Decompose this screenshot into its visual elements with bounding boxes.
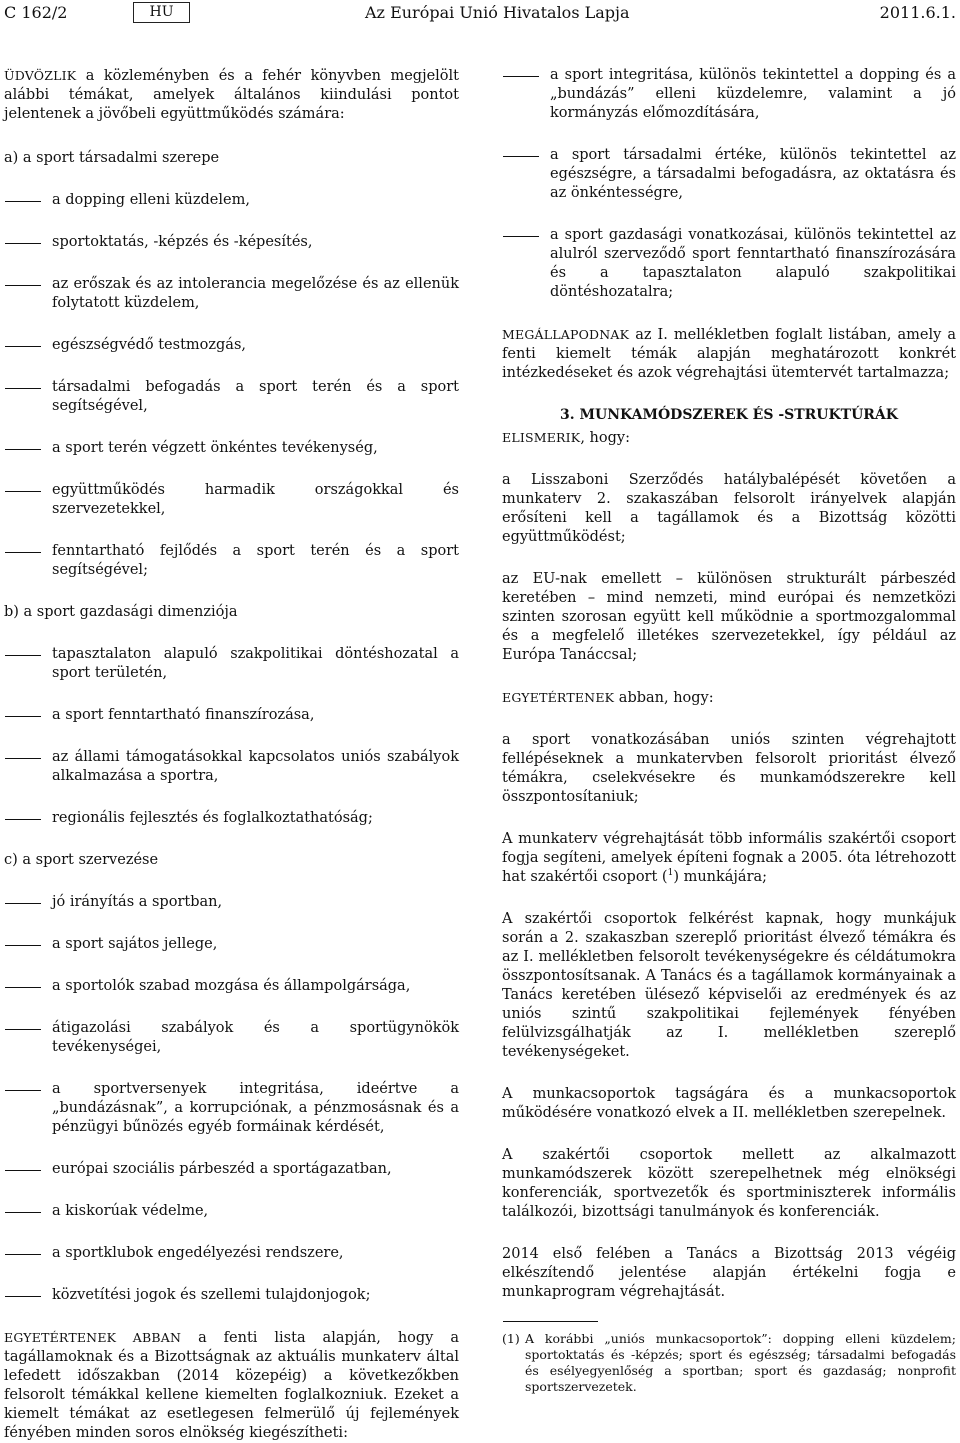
keyword: ELISMERIK — [502, 430, 581, 445]
language-code-box: HU — [133, 2, 190, 23]
paragraph: a sport vonatkozásában uniós szinten végrehajtott fellépéseknek a munkatervben felsorolt prioritást élvező témákra, cselekvésekre és munkamódszerekre kell összpontosítaniuk; — [502, 732, 956, 805]
list-item: közvetítési jogok és szellemi tulajdonjogok; — [4, 1286, 459, 1305]
intro-paragraph: ÜDVÖZLIK a közleményben és a fehér könyvben megjelölt alábbi témákat, amelyek általános kiindulási pontot jelentenek a jövőbeli együttműködés számára: — [4, 68, 459, 122]
list-item: regionális fejlesztés és foglalkoztathatóság; — [4, 809, 459, 828]
list-item: az erőszak és az intolerancia megelőzése és az ellenük folytatott küzdelem, — [4, 275, 459, 313]
list-item: a sport sajátos jellege, — [4, 935, 459, 954]
list-item: sportoktatás, -képzés és -képesítés, — [4, 233, 459, 252]
paragraph: A szakértői csoportok mellett az alkalmazott munkamódszerek között szerepelhetnek még elnökségi konferenciák, sportvezetők és sportminiszterek informális találkozói, bizottsági tanulmányok és konferenciák. — [502, 1147, 956, 1220]
section-a-title: a) a sport társadalmi szerepe — [4, 150, 220, 166]
paragraph: A munkacsoportok tagságára és a munkacsoportok működésére vonatkozó elvek a II. mellékletben szerepelnek. — [502, 1086, 956, 1121]
list-item: a sport integritása, különös tekintettel a dopping és a „bundázás” elleni küzdelemre, valamint a jó kormányzás előmozdítására, — [502, 66, 956, 123]
footnote-divider — [503, 1321, 598, 1322]
agree-paragraph: EGYETÉRTENEK abban, hogy: — [502, 690, 714, 706]
list-item: együttműködés harmadik országokkal és szervezetekkel, — [4, 481, 459, 519]
paragraph: A szakértői csoportok felkérést kapnak, hogy munkájuk során a 2. szakaszban szereplő prioritást élvező témákra és az I. mellékletben felsorolt tevékenységekre és céldátumokra összpontosítsanak. A Tanács és a tagállamok kormányainak a Tanács keretében ülésező képviselői az eredmények és az uniós szintű szakpolitikai fejlemények fényében felülvizsgálhatják az I. mellékletben szereplő tevékenységeket. — [502, 911, 956, 1060]
footnote-mark: (1) — [502, 1331, 520, 1346]
keyword: ÜDVÖZLIK — [4, 68, 77, 83]
list-item: a dopping elleni küzdelem, — [4, 191, 459, 210]
footnote-reference: 1 — [667, 868, 674, 879]
page-header — [0, 0, 960, 26]
recognise-paragraph: ELISMERIK, hogy: — [502, 430, 630, 446]
journal-reference: C 162/2 — [4, 3, 68, 22]
section-c-title: c) a sport szervezése — [4, 852, 159, 868]
paragraph: 2014 első felében a Tanács a Bizottság 2013 végéig elkészítendő jelentése alapján értékelni fogja e munkaprogram végrehajtását. — [502, 1246, 956, 1300]
keyword: MEGÁLLAPODNAK — [502, 327, 630, 342]
list-item: a sport társadalmi értéke, különös tekintettel az egészségre, a társadalmi befogadásra, az oktatásra és az önkéntességre, — [502, 146, 956, 203]
list-item: az állami támogatásokkal kapcsolatos uniós szabályok alkalmazása a sportra, — [4, 748, 459, 786]
left-column — [4, 66, 459, 1443]
keyword: EGYETÉRTENEK — [502, 690, 615, 705]
list-item: egészségvédő testmozgás, — [4, 336, 459, 355]
publication-date: 2011.6.1. — [879, 3, 956, 22]
paragraph: a Lisszaboni Szerződés hatálybalépését követően a munkaterv 2. szakaszában felsorolt irányelvek alapján erősíteni kell a tagállamok és a Bizottság közötti együttműködést; — [502, 472, 956, 545]
list-item: a sport gazdasági vonatkozásai, különös tekintettel az alulról szerveződő sport fenntartható finanszírozására és a tapasztalaton alapuló szakpolitikai döntéshozatalra; — [502, 226, 956, 302]
agreed-paragraph: MEGÁLLAPODNAK az I. mellékletben foglalt listában, amely a fenti kiemelt témák alapján meghatározott konkrét intézkedéseket és azok végrehajtási ütemtervét tartalmazza; — [502, 327, 956, 381]
list-item: a sport terén végzett önkéntes tevékenység, — [4, 439, 459, 458]
footnote — [502, 1331, 956, 1395]
list-item: tapasztalaton alapuló szakpolitikai döntéshozatal a sport területén, — [4, 645, 459, 683]
footnote-text: A korábbi „uniós munkacsoportok”: dopping elleni küzdelem; sportoktatás és -képzés; sport és egészség; társadalmi befogadás és esélyegyenlőség a sportban; sport és gazdaság; nonprofit sportszervezetek. — [525, 1331, 956, 1394]
keyword: EGYETÉRTENEK ABBAN — [4, 1330, 182, 1345]
agreement-paragraph: EGYETÉRTENEK ABBAN a fenti lista alapján, hogy a tagállamoknak és a Bizottságnak az aktuális munkaterv által lefedett időszakban (2014 közepéig) a következőkben felsorolt témákkal kellene kiemelten foglalkozniuk. Ezeket a kiemelt témákat az esetlegesen felmerülő új fejlemények fényében minden soros elnökség kiegészítheti: — [4, 1330, 459, 1441]
list-item: a sportolók szabad mozgása és állampolgársága, — [4, 977, 459, 996]
right-column — [502, 66, 956, 1395]
list-item: társadalmi befogadás a sport terén és a sport segítségével, — [4, 378, 459, 416]
list-item: európai szociális párbeszéd a sportágazatban, — [4, 1160, 459, 1179]
publication-title: Az Európai Unió Hivatalos Lapja — [365, 3, 630, 22]
list-item: a kiskorúak védelme, — [4, 1202, 459, 1221]
list-item: átigazolási szabályok és a sportügynökök tevékenységei, — [4, 1019, 459, 1057]
list-item: a sportversenyek integritása, ideértve a „bundázásnak”, a korrupciónak, a pénzmosásnak és a pénzügyi bűnözés egyéb formáinak kérdését, — [4, 1080, 459, 1137]
paragraph: az EU-nak emellett – különösen strukturált párbeszéd keretében – mind nemzeti, mind európai és nemzetközi szinten szorosan együtt kell működnie a sportmozgalommal és a megfelelő illetékes szervezetekkel, így például az Európa Tanáccsal; — [502, 571, 956, 663]
list-item: jó irányítás a sportban, — [4, 893, 459, 912]
section-b-title: b) a sport gazdasági dimenziója — [4, 604, 238, 620]
list-item: a sportklubok engedélyezési rendszere, — [4, 1244, 459, 1263]
paragraph: A munkaterv végrehajtását több informális szakértői csoport fogja segíteni, amelyek építeni fognak a 2005. óta létrehozott hat szakértői csoport ($^1$) munkájára; — [502, 831, 956, 885]
list-item: fenntartható fejlődés a sport terén és a sport segítségével; — [4, 542, 459, 580]
list-item: a sport fenntartható finanszírozása, — [4, 706, 459, 725]
section-heading: 3. MUNKAMÓDSZEREK ÉS -STRUKTÚRÁK — [560, 407, 898, 423]
